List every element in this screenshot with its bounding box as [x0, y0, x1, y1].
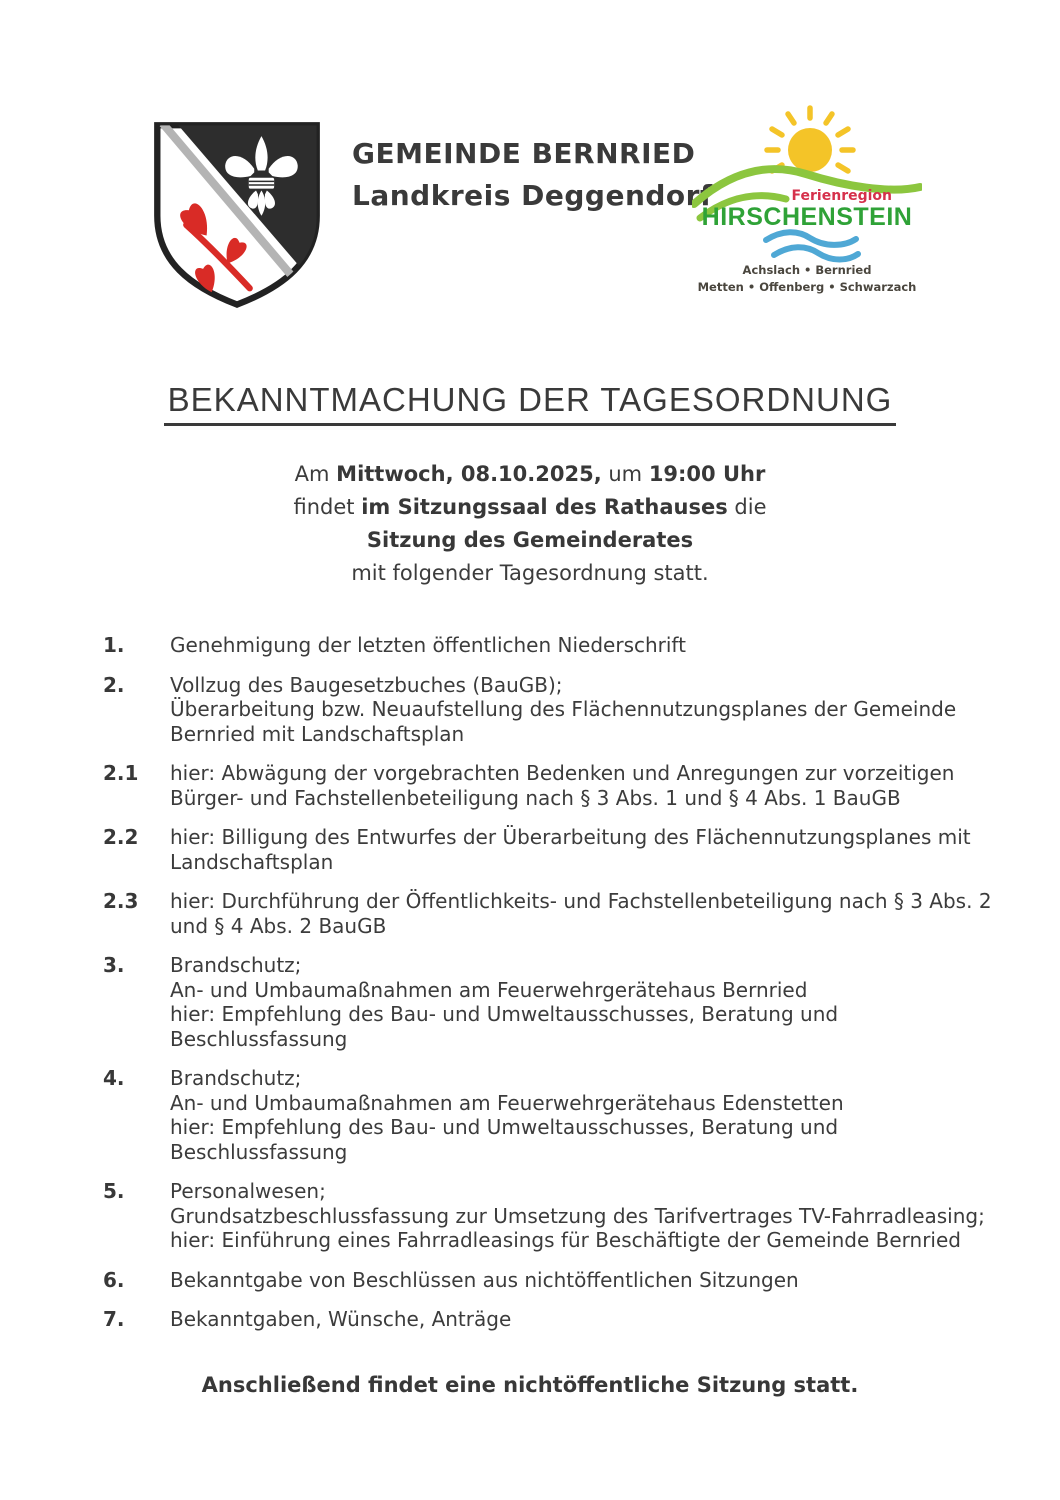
agenda-item	[0, 633, 1060, 658]
agenda-item-number: 3.	[103, 953, 125, 977]
agenda-item-number: 2.	[103, 672, 125, 697]
meeting-date: Mittwoch, 08.10.2025,	[336, 462, 602, 486]
agenda-item-number: 5.	[103, 1179, 125, 1203]
agenda-item-line: Überarbeitung bzw. Neuaufstellung des Flächennutzungsplanes der Gemeinde	[170, 697, 957, 721]
agenda-item-line: hier: Einführung eines Fahrradleasings für Beschäftigte der Gemeinde Bernried	[170, 1228, 961, 1252]
agenda-item-line: Brandschutz;	[170, 953, 302, 977]
intro-text: findet	[293, 495, 362, 519]
agenda-item	[0, 953, 1060, 1051]
agenda-item	[0, 1066, 1060, 1164]
agenda-item-number: 4.	[103, 1066, 125, 1090]
municipality-name: GEMEINDE BERNRIED	[352, 137, 696, 170]
coat-of-arms	[146, 118, 328, 310]
agenda-item-text	[170, 953, 1000, 1051]
meeting-name: Sitzung des Gemeinderates	[366, 528, 694, 552]
intro-paragraph	[0, 458, 1060, 590]
intro-text: um	[601, 462, 649, 486]
agenda-item-text	[170, 1066, 1000, 1164]
agenda-item	[0, 825, 1060, 874]
waves-icon	[766, 232, 858, 259]
intro-text: mit folgender Tagesordnung statt.	[351, 561, 709, 585]
agenda-item-text	[170, 825, 1000, 874]
intro-line-2	[0, 491, 1060, 524]
agenda-item-line: Bürger- und Fachstellenbeteiligung nach § 3 Abs. 1 und § 4 Abs. 1 BauGB	[170, 785, 901, 810]
agenda-item-line: Bekanntgabe von Beschlüssen aus nichtöffentlichen Sitzungen	[170, 1267, 799, 1292]
agenda-item-text	[170, 1268, 1000, 1293]
agenda-item	[0, 673, 1060, 747]
page-title: BEKANNTMACHUNG DER TAGESORDNUNG	[164, 381, 897, 426]
agenda-item	[0, 1179, 1060, 1253]
agenda-item	[0, 1268, 1060, 1293]
title-row	[0, 381, 1060, 426]
intro-text: die	[727, 495, 767, 519]
agenda-item-line: und § 4 Abs. 2 BauGB	[170, 913, 387, 938]
district-name: Landkreis Deggendorf	[352, 179, 713, 212]
intro-line-4	[0, 557, 1060, 590]
agenda-item-line: hier: Durchführung der Öffentlichkeits- und Fachstellenbeteiligung nach § 3 Abs. 2	[170, 889, 992, 913]
agenda-item-line: Brandschutz;	[170, 1066, 302, 1090]
agenda-item-number: 6.	[103, 1267, 125, 1292]
agenda-item-number: 2.1	[103, 761, 139, 785]
meeting-location: im Sitzungssaal des Rathauses	[361, 495, 728, 519]
intro-text: Am	[294, 462, 337, 486]
agenda-item-text	[170, 1307, 1000, 1332]
logo-towns-line1: Achslach • Bernried	[742, 263, 872, 277]
main-content	[0, 633, 1060, 1397]
header	[352, 137, 713, 212]
agenda-item-line: Grundsatzbeschlussfassung zur Umsetzung des Tarifvertrages TV-Fahrradleasing;	[170, 1203, 985, 1228]
agenda-item-line: hier: Abwägung der vorgebrachten Bedenken und Anregungen zur vorzeitigen	[170, 761, 955, 785]
agenda-item-line: Bekanntgaben, Wünsche, Anträge	[170, 1307, 512, 1331]
logo-region-name: HIRSCHENSTEIN	[701, 203, 913, 231]
agenda-list	[0, 633, 1060, 1332]
agenda-item-text	[170, 761, 1000, 810]
logo-region-label: Ferienregion	[791, 188, 892, 204]
agenda-item-text	[170, 889, 1000, 938]
meeting-time: 19:00 Uhr	[648, 462, 766, 486]
agenda-item	[0, 761, 1060, 810]
agenda-item-number: 2.3	[103, 889, 139, 913]
agenda-item-text	[170, 1179, 1000, 1253]
agenda-item-line: hier: Empfehlung des Bau- und Umweltausschusses, Beratung und Beschlussfassung	[170, 1115, 839, 1164]
ferienregion-logo	[692, 100, 922, 300]
coat-of-arms-graphic	[146, 118, 328, 310]
intro-line-3	[0, 524, 1060, 557]
closing-line: Anschließend findet eine nichtöffentliche Sitzung statt.	[201, 1372, 859, 1397]
agenda-item-text	[170, 633, 1000, 658]
agenda-item-number: 1.	[103, 633, 125, 657]
agenda-item-line: An- und Umbaumaßnahmen am Feuerwehrgerätehaus Bernried	[170, 977, 808, 1002]
agenda-item-number: 2.2	[103, 825, 139, 849]
agenda-item	[0, 889, 1060, 938]
logo-towns-line2: Metten • Offenberg • Schwarzach	[697, 280, 917, 294]
agenda-item-line: Bernried mit Landschaftsplan	[170, 721, 465, 746]
intro-line-1	[0, 458, 1060, 491]
agenda-item-line: Personalwesen;	[170, 1179, 326, 1203]
agenda-item-text	[170, 673, 1000, 747]
agenda-item-line: Vollzug des Baugesetzbuches (BauGB);	[170, 672, 563, 697]
agenda-item-line: hier: Billigung des Entwurfes der Überarbeitung des Flächennutzungsplanes mit	[170, 825, 971, 849]
agenda-item-number: 7.	[103, 1307, 125, 1331]
agenda-item-line: Genehmigung der letzten öffentlichen Niederschrift	[170, 633, 686, 657]
agenda-item	[0, 1307, 1060, 1332]
agenda-item-line: An- und Umbaumaßnahmen am Feuerwehrgerätehaus Edenstetten	[170, 1090, 844, 1115]
agenda-item-line: hier: Empfehlung des Bau- und Umweltausschusses, Beratung und Beschlussfassung	[170, 1002, 839, 1051]
agenda-item-line: Landschaftsplan	[170, 849, 334, 874]
sun-icon	[767, 108, 853, 172]
